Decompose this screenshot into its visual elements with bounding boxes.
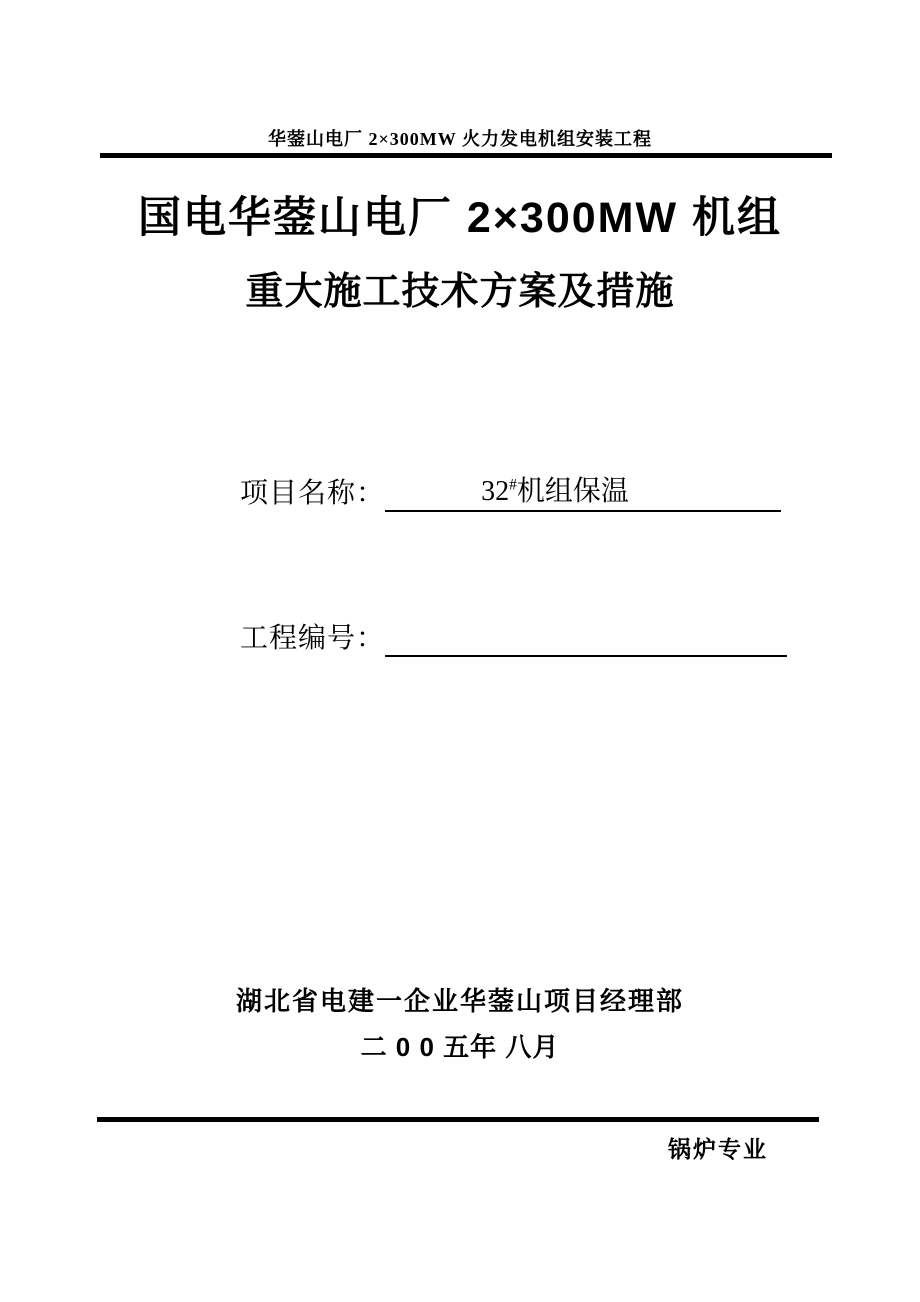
header-rule [100,153,832,158]
project-name-label: 项目名称： [240,478,386,509]
project-name-value-superscript: # [509,476,517,494]
project-code-value-underline [385,619,787,657]
organization-line: 湖北省电建一企业华蓥山项目经理部 [235,986,684,1016]
running-header-project-line: 华蓥山电厂 2×300MW 火力发电机组安装工程 [268,129,652,149]
project-name-value-tail: 机组保温 [516,476,629,507]
project-code-label: 工程编号： [240,623,386,654]
project-code-field-row [240,619,787,657]
department-label: 锅炉专业 [668,1136,768,1162]
footer-rule [97,1117,819,1122]
project-name-value-underline [385,474,781,512]
document-title-line1: 国电华蓥山电厂 2×300MW 机组 [137,194,783,242]
project-name-field-row [240,474,781,512]
date-line: 二 0 0 五年 八月 [360,1032,560,1062]
project-name-value-main: 32 [481,476,510,507]
document-title-line2: 重大施工技术方案及措施 [245,271,675,313]
